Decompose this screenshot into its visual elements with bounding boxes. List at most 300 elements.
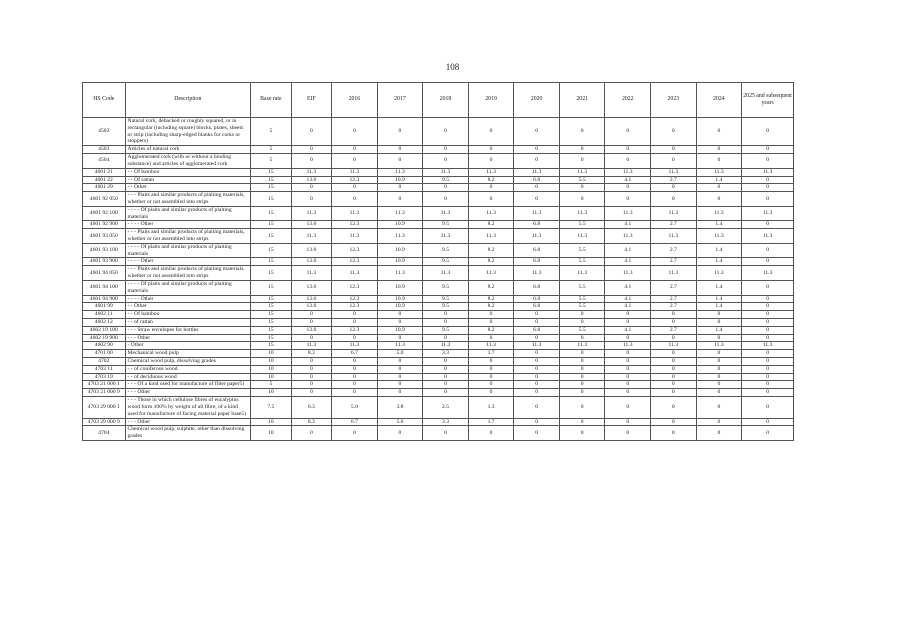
- rate-cell: 0: [605, 365, 651, 373]
- rate-cell: 11.3: [605, 266, 651, 281]
- rate-cell: 0: [651, 418, 697, 426]
- rate-cell: 10.9: [377, 243, 423, 258]
- rate-cell: 0: [605, 418, 651, 426]
- rate-cell: 10: [251, 365, 292, 373]
- rate-cell: 1.4: [696, 295, 742, 303]
- rate-cell: 0: [423, 389, 469, 397]
- rate-cell: 12.3: [332, 258, 378, 266]
- description-cell: - - - Of a kind used for manufacture of filter paper5): [125, 381, 251, 389]
- rate-cell: 0: [468, 146, 514, 154]
- page-number: 108: [445, 62, 460, 72]
- rate-cell: 11.3: [377, 266, 423, 281]
- rate-cell: 8.2: [468, 221, 514, 229]
- rate-cell: 13.6: [291, 295, 332, 303]
- rate-cell: 0: [514, 381, 560, 389]
- table-row: [83, 243, 794, 258]
- rate-cell: 11.3: [468, 206, 514, 221]
- rate-cell: 1.4: [696, 303, 742, 311]
- rate-cell: 0: [742, 243, 794, 258]
- rate-cell: 1.4: [696, 258, 742, 266]
- table-row: [83, 192, 794, 207]
- rate-cell: 8.2: [468, 326, 514, 334]
- hs-code-cell: 4703 21 000 1: [83, 381, 126, 389]
- rate-cell: 15: [251, 192, 292, 207]
- hs-code-cell: 4601 92 050: [83, 192, 126, 207]
- rate-cell: 15: [251, 229, 292, 244]
- description-cell: - - - Other: [125, 334, 251, 342]
- rate-cell: 11.3: [468, 229, 514, 244]
- rate-cell: 0: [605, 358, 651, 366]
- rate-cell: 0: [605, 154, 651, 169]
- column-header: 2018: [423, 83, 469, 118]
- hs-code-cell: 4601 93 050: [83, 229, 126, 244]
- rate-cell: 5.5: [559, 280, 605, 295]
- rate-cell: 0: [291, 192, 332, 207]
- rate-cell: 0: [332, 373, 378, 381]
- rate-cell: 0: [605, 318, 651, 326]
- rate-cell: 11.3: [468, 266, 514, 281]
- rate-cell: 0: [514, 318, 560, 326]
- rate-cell: 12.3: [332, 176, 378, 184]
- rate-cell: 0: [332, 365, 378, 373]
- rate-cell: 11.3: [651, 342, 697, 350]
- column-header: 2017: [377, 83, 423, 118]
- rate-cell: 5: [251, 146, 292, 154]
- column-header: 2019: [468, 83, 514, 118]
- description-cell: - Other: [125, 342, 251, 350]
- rate-cell: 0: [377, 381, 423, 389]
- rate-cell: 0: [742, 389, 794, 397]
- column-header: EIF: [291, 83, 332, 118]
- rate-cell: 0: [742, 118, 794, 146]
- rate-cell: 0: [377, 311, 423, 319]
- description-cell: Chemical wood pulp, sulphite, other than dissolving grades: [125, 426, 251, 441]
- table-row: [83, 146, 794, 154]
- rate-cell: 5.5: [559, 326, 605, 334]
- rate-cell: 0: [377, 184, 423, 192]
- rate-cell: 0: [696, 397, 742, 418]
- rate-cell: 11.3: [742, 206, 794, 221]
- description-cell: - - - - Of plaits and similar products of plaiting materials: [125, 206, 251, 221]
- rate-cell: 0: [377, 192, 423, 207]
- rate-cell: 0: [291, 311, 332, 319]
- rate-cell: 11.3: [332, 266, 378, 281]
- rate-cell: 15: [251, 206, 292, 221]
- rate-cell: 0: [742, 373, 794, 381]
- rate-cell: 0: [291, 184, 332, 192]
- rate-cell: 0: [605, 184, 651, 192]
- rate-cell: 15: [251, 318, 292, 326]
- rate-cell: 0: [651, 184, 697, 192]
- rate-cell: 15: [251, 303, 292, 311]
- rate-cell: 12.3: [332, 243, 378, 258]
- table-row: [83, 184, 794, 192]
- rate-cell: 11.3: [651, 206, 697, 221]
- rate-cell: 8.2: [468, 295, 514, 303]
- rate-cell: 0: [696, 318, 742, 326]
- rate-cell: 0: [651, 118, 697, 146]
- rate-cell: 13.6: [291, 326, 332, 334]
- hs-code-cell: 4602 19 100: [83, 326, 126, 334]
- rate-cell: 0: [559, 381, 605, 389]
- rate-cell: 12.3: [332, 221, 378, 229]
- description-cell: - - - - Other: [125, 258, 251, 266]
- description-cell: - - - - Of plaits and similar products of plaiting materials: [125, 280, 251, 295]
- rate-cell: 5: [251, 381, 292, 389]
- rate-cell: 11.3: [423, 168, 469, 176]
- table-row: [83, 176, 794, 184]
- description-cell: - - - - Other: [125, 221, 251, 229]
- rate-cell: 0: [696, 373, 742, 381]
- hs-code-cell: 4602 12: [83, 318, 126, 326]
- rate-cell: 1.4: [696, 176, 742, 184]
- hs-code-cell: 4602 11: [83, 311, 126, 319]
- rate-cell: 0: [605, 334, 651, 342]
- rate-cell: 0: [559, 350, 605, 358]
- rate-cell: 3.8: [377, 397, 423, 418]
- rate-cell: 11.3: [377, 206, 423, 221]
- rate-cell: 0: [332, 311, 378, 319]
- rate-cell: 11.3: [605, 206, 651, 221]
- rate-cell: 11.3: [559, 168, 605, 176]
- rate-cell: 6.3: [291, 397, 332, 418]
- rate-cell: 0: [651, 381, 697, 389]
- rate-cell: 13.6: [291, 258, 332, 266]
- rate-cell: 0: [696, 389, 742, 397]
- rate-cell: 3.3: [423, 350, 469, 358]
- column-header: HS Code: [83, 83, 126, 118]
- rate-cell: 15: [251, 311, 292, 319]
- rate-cell: 0: [377, 154, 423, 169]
- rate-cell: 0: [559, 365, 605, 373]
- rate-cell: 10.9: [377, 176, 423, 184]
- rate-cell: 0: [514, 426, 560, 441]
- rate-cell: 6.7: [332, 418, 378, 426]
- rate-cell: 0: [377, 365, 423, 373]
- rate-cell: 12.3: [332, 295, 378, 303]
- rate-cell: 9.5: [423, 280, 469, 295]
- rate-cell: 11.3: [332, 342, 378, 350]
- rate-cell: 11.3: [742, 168, 794, 176]
- rate-cell: 5.0: [377, 350, 423, 358]
- rate-cell: 0: [291, 154, 332, 169]
- rate-cell: 10.9: [377, 326, 423, 334]
- rate-cell: 12.3: [332, 303, 378, 311]
- rate-cell: 11.3: [468, 168, 514, 176]
- rate-cell: 0: [423, 358, 469, 366]
- rate-cell: 9.5: [423, 326, 469, 334]
- rate-cell: 0: [332, 318, 378, 326]
- table-row: [83, 295, 794, 303]
- rate-cell: 0: [696, 426, 742, 441]
- rate-cell: 9.5: [423, 258, 469, 266]
- rate-cell: 11.3: [605, 168, 651, 176]
- rate-cell: 0: [291, 381, 332, 389]
- rate-cell: 11.3: [742, 342, 794, 350]
- table-row: [83, 266, 794, 281]
- rate-cell: 0: [696, 184, 742, 192]
- rate-cell: 0: [742, 146, 794, 154]
- rate-cell: 5.5: [559, 243, 605, 258]
- rate-cell: 0: [559, 311, 605, 319]
- table-row: [83, 418, 794, 426]
- rate-cell: 2.7: [651, 326, 697, 334]
- description-cell: - - Other: [125, 184, 251, 192]
- rate-cell: 0: [651, 426, 697, 441]
- table-row: [83, 154, 794, 169]
- rate-cell: 15: [251, 334, 292, 342]
- description-cell: - - of rattan: [125, 318, 251, 326]
- rate-cell: 0: [742, 184, 794, 192]
- description-cell: - - Of bamboo: [125, 168, 251, 176]
- rate-cell: 10.9: [377, 258, 423, 266]
- rate-cell: 0: [696, 381, 742, 389]
- rate-cell: 11.3: [605, 342, 651, 350]
- rate-cell: 0: [605, 350, 651, 358]
- rate-cell: 11.3: [514, 342, 560, 350]
- rate-cell: 0: [423, 318, 469, 326]
- rate-cell: 0: [742, 192, 794, 207]
- rate-cell: 15: [251, 258, 292, 266]
- rate-cell: 0: [651, 365, 697, 373]
- rate-cell: 0: [514, 365, 560, 373]
- rate-cell: 15: [251, 342, 292, 350]
- rate-cell: 11.3: [291, 229, 332, 244]
- rate-cell: 0: [514, 373, 560, 381]
- rate-cell: 0: [696, 311, 742, 319]
- rate-cell: 11.3: [377, 168, 423, 176]
- rate-cell: 0: [468, 184, 514, 192]
- description-cell: - - - Straw envelopes for bottles: [125, 326, 251, 334]
- hs-code-cell: 4601 21: [83, 168, 126, 176]
- table-row: [83, 381, 794, 389]
- rate-cell: 0: [423, 426, 469, 441]
- rate-cell: 15: [251, 295, 292, 303]
- hs-code-cell: 4601 93 100: [83, 243, 126, 258]
- description-cell: Agglomerated cork (with or without a binding substance) and articles of agglomerated cork: [125, 154, 251, 169]
- rate-cell: 0: [696, 418, 742, 426]
- rate-cell: 0: [651, 373, 697, 381]
- hs-code-cell: 4601 94 050: [83, 266, 126, 281]
- rate-cell: 0: [605, 311, 651, 319]
- table-row: [83, 258, 794, 266]
- column-header: 2024: [696, 83, 742, 118]
- rate-cell: 11.3: [423, 266, 469, 281]
- rate-cell: 0: [332, 358, 378, 366]
- description-cell: - - Of rattan: [125, 176, 251, 184]
- rate-cell: 0: [742, 176, 794, 184]
- rate-cell: 0: [291, 318, 332, 326]
- rate-cell: 5.0: [377, 418, 423, 426]
- rate-cell: 9.5: [423, 221, 469, 229]
- hs-code-cell: 4601 99: [83, 303, 126, 311]
- column-header: Base rate: [251, 83, 292, 118]
- rate-cell: 8.2: [468, 243, 514, 258]
- hs-code-cell: 4703 29 000 1: [83, 397, 126, 418]
- rate-cell: 0: [423, 184, 469, 192]
- rate-cell: 11.3: [742, 229, 794, 244]
- rate-cell: 0: [742, 334, 794, 342]
- rate-cell: 0: [423, 311, 469, 319]
- rate-cell: 0: [377, 389, 423, 397]
- description-cell: Natural cork, debacked or roughly squared, or in rectangular (including square) blocks, plates, sheets or strip (including sharp-edged blanks for corks or stoppers): [125, 118, 251, 146]
- hs-code-cell: 4503: [83, 146, 126, 154]
- rate-cell: 0: [559, 184, 605, 192]
- rate-cell: 0: [742, 326, 794, 334]
- rate-cell: 0: [423, 373, 469, 381]
- rate-cell: 8.2: [468, 280, 514, 295]
- rate-cell: 1.3: [468, 397, 514, 418]
- rate-cell: 0: [742, 365, 794, 373]
- rate-cell: 11.3: [696, 206, 742, 221]
- description-cell: - - of coniferous wood: [125, 365, 251, 373]
- rate-cell: 9.5: [423, 295, 469, 303]
- rate-cell: 15: [251, 326, 292, 334]
- rate-cell: 6.8: [514, 295, 560, 303]
- rate-cell: 9.5: [423, 303, 469, 311]
- rate-cell: 6.8: [514, 258, 560, 266]
- rate-cell: 7.5: [251, 397, 292, 418]
- rate-cell: 10: [251, 426, 292, 441]
- rate-cell: 3.3: [423, 418, 469, 426]
- table-row: [83, 168, 794, 176]
- table-row: [83, 397, 794, 418]
- rate-cell: 0: [514, 118, 560, 146]
- rate-cell: 0: [605, 373, 651, 381]
- rate-cell: 0: [696, 334, 742, 342]
- rate-cell: 0: [605, 389, 651, 397]
- rate-cell: 0: [514, 192, 560, 207]
- rate-cell: 0: [291, 118, 332, 146]
- hs-code-cell: 4602 90: [83, 342, 126, 350]
- rate-cell: 11.3: [377, 229, 423, 244]
- rate-cell: 0: [559, 373, 605, 381]
- description-cell: - - - Other: [125, 418, 251, 426]
- table-row: [83, 280, 794, 295]
- rate-cell: 0: [559, 118, 605, 146]
- hs-code-cell: 4502: [83, 118, 126, 146]
- rate-cell: 0: [651, 358, 697, 366]
- table-row: [83, 350, 794, 358]
- rate-cell: 1.4: [696, 280, 742, 295]
- rate-cell: 0: [559, 192, 605, 207]
- table-body: [83, 118, 794, 441]
- rate-cell: 0: [605, 146, 651, 154]
- hs-code-cell: 4601 22: [83, 176, 126, 184]
- description-cell: - - - Plaits and similar products of plaiting materials, whether or not assembled into strips: [125, 229, 251, 244]
- hs-code-cell: 4703 29 000 9: [83, 418, 126, 426]
- rate-cell: 5.5: [559, 176, 605, 184]
- rate-cell: 11.3: [332, 168, 378, 176]
- table-row: [83, 229, 794, 244]
- rate-cell: 11.3: [696, 168, 742, 176]
- rate-cell: 6.7: [332, 350, 378, 358]
- rate-cell: 11.3: [291, 168, 332, 176]
- hs-code-cell: 4602 19 900: [83, 334, 126, 342]
- rate-cell: 6.8: [514, 280, 560, 295]
- rate-cell: 0: [332, 334, 378, 342]
- rate-cell: 0: [559, 334, 605, 342]
- rate-cell: 2.7: [651, 258, 697, 266]
- rate-cell: 11.3: [742, 266, 794, 281]
- rate-cell: 5.5: [559, 295, 605, 303]
- rate-cell: 0: [377, 426, 423, 441]
- rate-cell: 5.5: [559, 303, 605, 311]
- rate-cell: 8.3: [291, 418, 332, 426]
- rate-cell: 0: [291, 389, 332, 397]
- rate-cell: 0: [742, 350, 794, 358]
- rate-cell: 0: [559, 358, 605, 366]
- table-row: [83, 334, 794, 342]
- rate-cell: 13.6: [291, 176, 332, 184]
- rate-cell: 15: [251, 243, 292, 258]
- rate-cell: 0: [651, 334, 697, 342]
- rate-cell: 0: [377, 318, 423, 326]
- rate-cell: 0: [559, 418, 605, 426]
- rate-cell: 11.3: [696, 229, 742, 244]
- rate-cell: 1.4: [696, 243, 742, 258]
- rate-cell: 0: [605, 426, 651, 441]
- rate-cell: 0: [514, 146, 560, 154]
- table-row: [83, 373, 794, 381]
- rate-cell: 5: [251, 118, 292, 146]
- rate-cell: 0: [651, 146, 697, 154]
- rate-cell: 4.1: [605, 326, 651, 334]
- rate-cell: 10: [251, 358, 292, 366]
- rate-cell: 0: [559, 146, 605, 154]
- rate-cell: 6.8: [514, 243, 560, 258]
- rate-cell: 11.3: [332, 229, 378, 244]
- rate-cell: 0: [742, 426, 794, 441]
- rate-cell: 0: [559, 426, 605, 441]
- rate-cell: 11.3: [651, 266, 697, 281]
- rate-cell: 11.3: [291, 206, 332, 221]
- rate-cell: 0: [468, 358, 514, 366]
- rate-cell: 5.5: [559, 221, 605, 229]
- rate-cell: 0: [423, 118, 469, 146]
- rate-cell: 0: [605, 118, 651, 146]
- rate-cell: 15: [251, 221, 292, 229]
- column-header: 2021: [559, 83, 605, 118]
- rate-cell: 10: [251, 350, 292, 358]
- hs-code-cell: 4703 21 000 9: [83, 389, 126, 397]
- table-row: [83, 206, 794, 221]
- rate-cell: 0: [468, 318, 514, 326]
- rate-cell: 0: [651, 154, 697, 169]
- rate-cell: 0: [696, 365, 742, 373]
- rate-cell: 5.5: [559, 258, 605, 266]
- rate-cell: 0: [514, 350, 560, 358]
- rate-cell: 0: [514, 397, 560, 418]
- rate-cell: 11.3: [559, 266, 605, 281]
- rate-cell: 8.2: [468, 176, 514, 184]
- table-row: [83, 118, 794, 146]
- rate-cell: 5.0: [332, 397, 378, 418]
- column-header: 2022: [605, 83, 651, 118]
- rate-cell: 0: [332, 381, 378, 389]
- rate-cell: 0: [291, 373, 332, 381]
- rate-cell: 8.3: [291, 350, 332, 358]
- description-cell: - - - Plaits and similar products of plaiting materials, whether or not assembled into strips: [125, 192, 251, 207]
- rate-cell: 13.6: [291, 243, 332, 258]
- rate-cell: 0: [291, 146, 332, 154]
- rate-cell: 0: [696, 118, 742, 146]
- rate-cell: 0: [332, 426, 378, 441]
- column-header: Description: [125, 83, 251, 118]
- rate-cell: 0: [468, 192, 514, 207]
- rate-cell: 0: [291, 365, 332, 373]
- rate-cell: 4.1: [605, 303, 651, 311]
